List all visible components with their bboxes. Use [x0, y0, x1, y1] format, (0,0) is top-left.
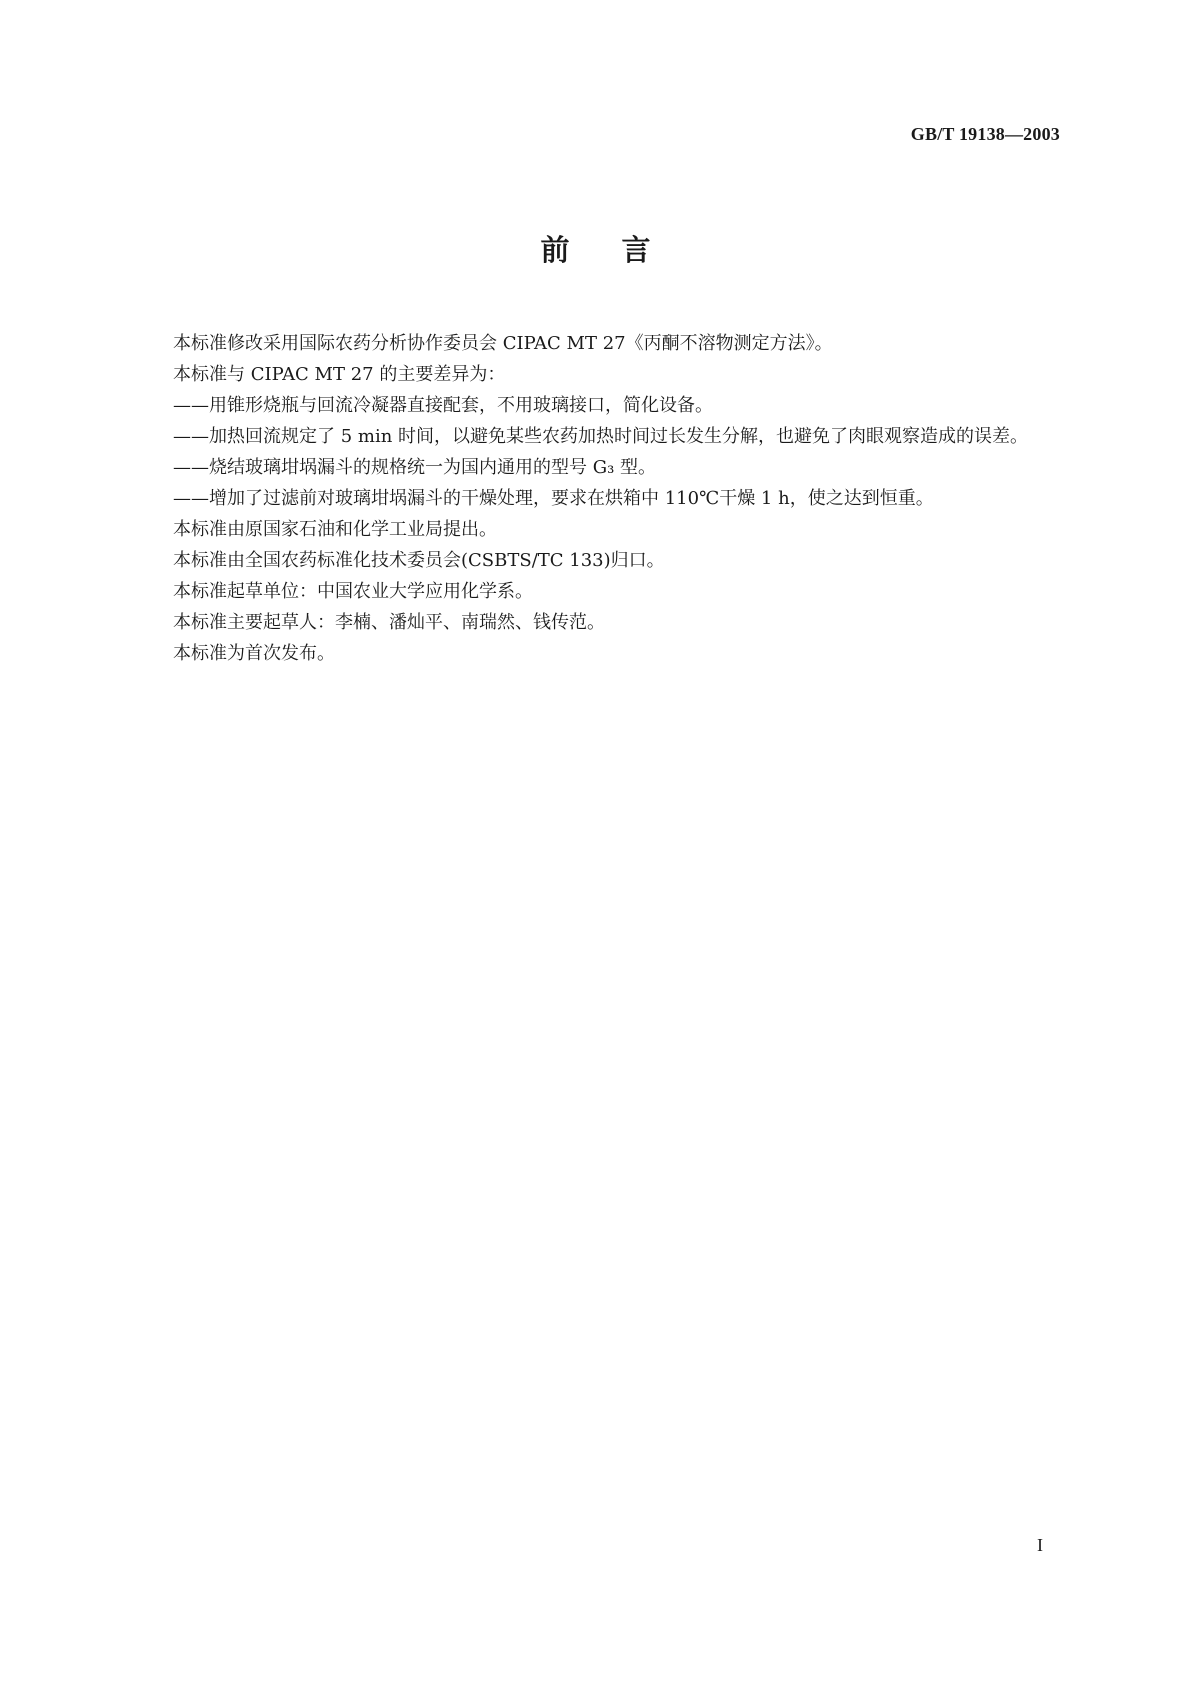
difference-item-crucible-spec: ——烧结玻璃坩埚漏斗的规格统一为国内通用的型号 G₃ 型。 [173, 457, 657, 478]
paragraph-committee: 本标准由全国农药标准化技术委员会(CSBTS/TC 133)归口。 [173, 550, 665, 571]
paragraph-differences-intro: 本标准与 CIPAC MT 27 的主要差异为： [173, 364, 506, 385]
paragraph-drafters: 本标准主要起草人：李楠、潘灿平、南瑞然、钱传范。 [173, 612, 605, 633]
page-number: I [1037, 1535, 1043, 1555]
standard-code: GB/T 19138—2003 [910, 124, 1060, 144]
page-title: 前言 [540, 233, 703, 267]
difference-item-flask: ——用锥形烧瓶与回流冷凝器直接配套，不用玻璃接口，简化设备。 [173, 395, 713, 416]
difference-item-reflux-time: ——加热回流规定了 5 min 时间，以避免某些农药加热时间过长发生分解，也避免了肉眼观察造成的误差。 [173, 426, 1029, 447]
document-body [173, 328, 1053, 669]
paragraph-drafting-unit: 本标准起草单位：中国农业大学应用化学系。 [173, 581, 533, 602]
paragraph-first-release: 本标准为首次发布。 [173, 643, 335, 664]
paragraph-proposer: 本标准由原国家石油和化学工业局提出。 [173, 519, 497, 540]
difference-item-drying: ——增加了过滤前对玻璃坩埚漏斗的干燥处理，要求在烘箱中 110℃干燥 1 h，使之达到恒重。 [173, 488, 934, 509]
paragraph-adoption: 本标准修改采用国际农药分析协作委员会 CIPAC MT 27《丙酮不溶物测定方法》。 [173, 333, 833, 354]
